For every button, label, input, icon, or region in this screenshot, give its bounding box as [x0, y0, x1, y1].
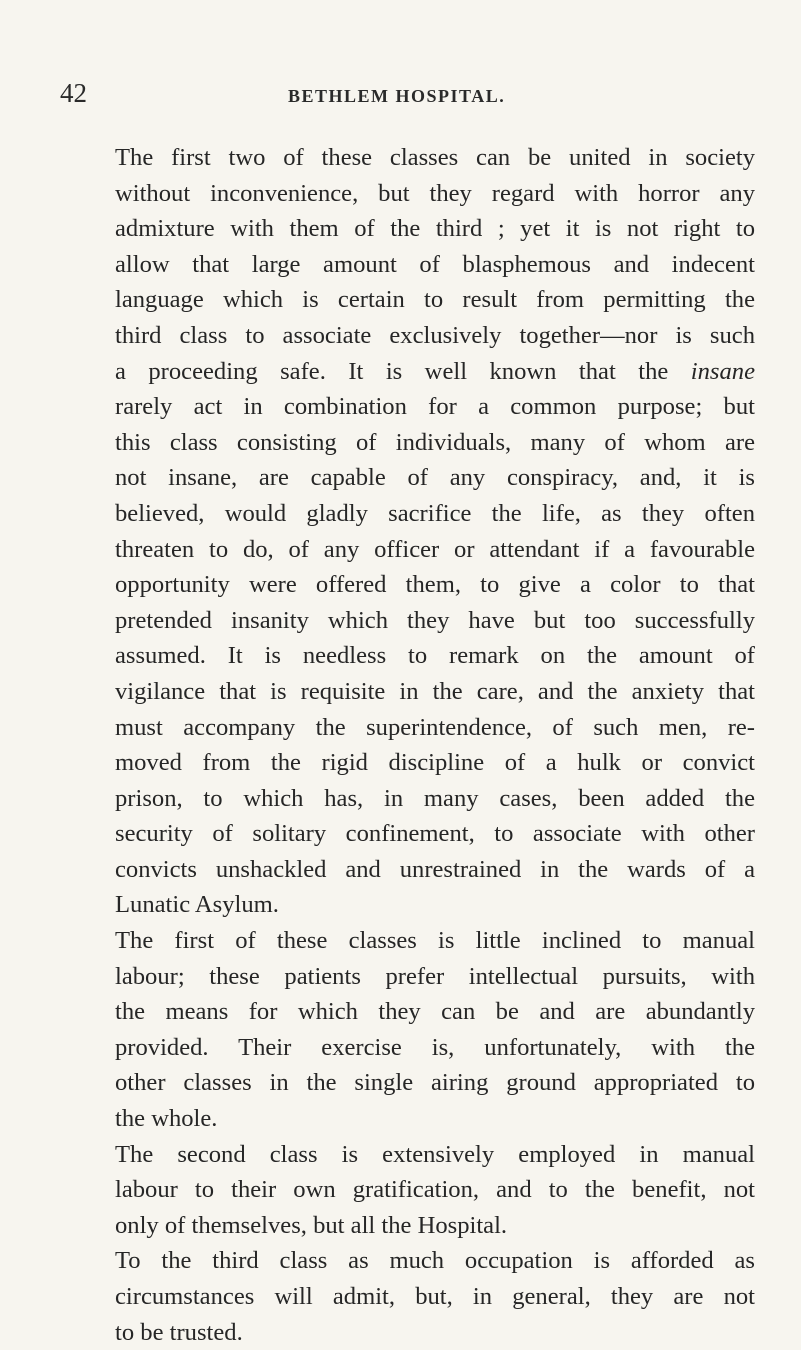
text-line: only of themselves, but all the Hospital. — [115, 1211, 508, 1239]
text-line: believed, would gladly sacrifice the life, as they often — [115, 499, 755, 527]
text-line: The first of these classes is little inclined to manual — [115, 927, 755, 955]
text-line: The first two of these classes can be united in society — [115, 144, 755, 171]
text-line: convicts unshackled and unrestrained in the wards of a — [115, 855, 755, 883]
text-line: provided. Their exercise is, unfortunately, with the — [115, 1033, 755, 1061]
text-line: allow that large amount of blasphemous and indecent — [115, 250, 755, 278]
text-line: other classes in the single airing ground appropriated to — [115, 1069, 755, 1097]
running-title: BETHLEM HOSPITAL. — [288, 86, 506, 106]
text-line: vigilance that is requisite in the care, and the anxiety that — [115, 677, 755, 705]
text-line: this class consisting of individuals, many of whom are — [115, 428, 755, 456]
text-line: rarely act in combination for a common purpose; but — [115, 393, 755, 421]
text-line: To the third class as much occupation is afforded as — [115, 1247, 755, 1275]
text-line: circumstances will admit, but, in general, they are not — [115, 1283, 755, 1310]
text-line: a proceeding safe. It is well known that the insane — [115, 357, 755, 385]
text-line: threaten to do, of any officer or attendant if a favourable — [115, 535, 755, 563]
italic-word: insane — [690, 357, 755, 385]
text-line: admixture with them of the third ; yet it is not right to — [115, 215, 755, 243]
text-line: the means for which they can be and are abundantly — [115, 998, 755, 1026]
text-line: not insane, are capable of any conspiracy, and, it is — [115, 464, 755, 492]
page-number: 42 — [60, 78, 87, 108]
text-line: assumed. It is needless to remark on the amount of — [115, 642, 755, 670]
text-line: opportunity were offered them, to give a color to that — [115, 571, 755, 599]
text-line: pretended insanity which they have but too successfully — [115, 606, 755, 634]
text-line: without inconvenience, but they regard with horror any — [115, 179, 755, 207]
body-text — [115, 140, 755, 1350]
text-line: Lunatic Asylum. — [115, 891, 279, 919]
paragraph-4 — [115, 1243, 755, 1350]
text-line: language which is certain to result from permitting the — [115, 286, 755, 314]
running-head — [60, 78, 760, 118]
text-line: moved from the rigid discipline of a hulk or convict — [115, 749, 755, 777]
text-line: prison, to which has, in many cases, been added the — [115, 784, 755, 812]
paragraph-1 — [115, 140, 755, 923]
text-line: The second class is extensively employed in manual — [115, 1140, 755, 1168]
text-line: labour; these patients prefer intellectual pursuits, with — [115, 962, 755, 990]
text-line: must accompany the superintendence, of such men, re- — [115, 713, 755, 741]
text-line: labour to their own gratification, and to the benefit, not — [115, 1176, 755, 1204]
text-line: to be trusted. — [115, 1318, 243, 1346]
text-line: third class to associate exclusively together—nor is such — [115, 321, 755, 349]
paragraph-2 — [115, 923, 755, 1137]
text-line: security of solitary confinement, to associate with other — [115, 820, 755, 848]
text-line: the whole. — [115, 1105, 218, 1133]
paragraph-3 — [115, 1137, 755, 1244]
